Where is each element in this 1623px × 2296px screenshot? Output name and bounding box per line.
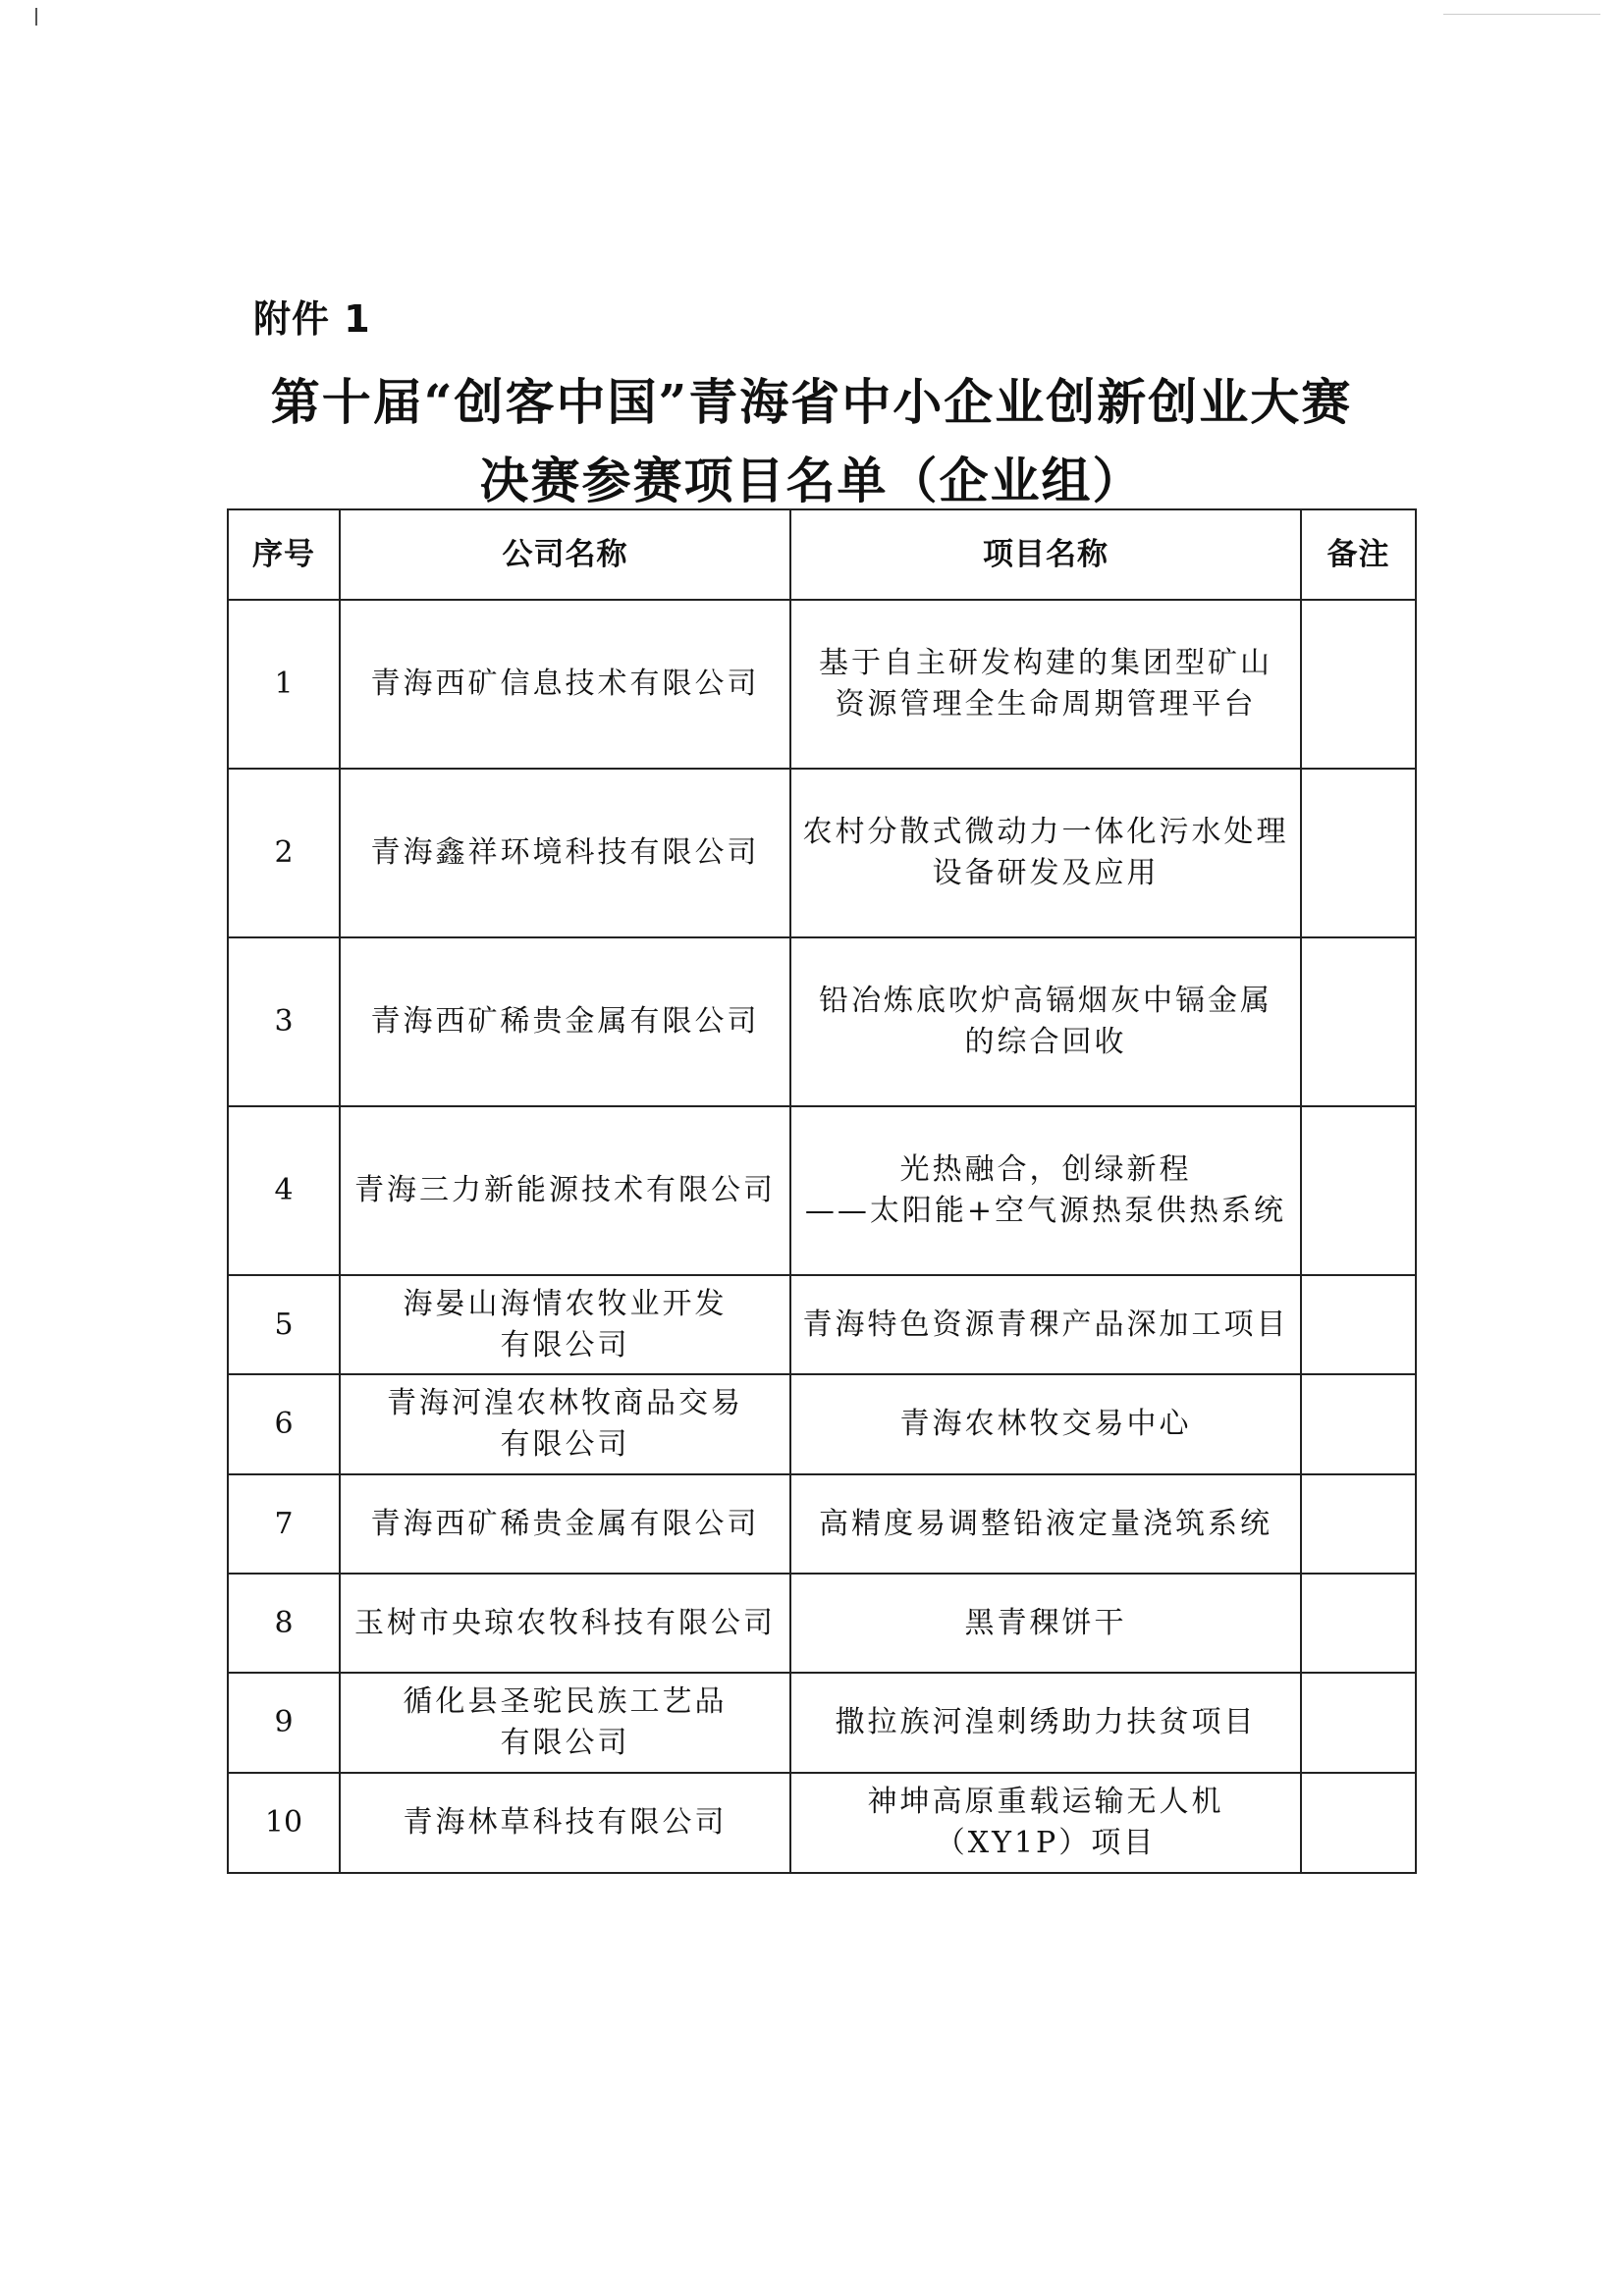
header-project: 项目名称 (790, 509, 1301, 600)
row-remark (1301, 600, 1416, 769)
scan-artifact-mark (35, 8, 37, 26)
table-row (228, 1275, 1416, 1374)
project-line: 高精度易调整铅液定量浇筑系统 (819, 1506, 1272, 1541)
row-index: 5 (228, 1275, 340, 1374)
row-company (340, 1673, 790, 1773)
row-index: 1 (228, 600, 340, 769)
company-line: 青海河湟农林牧商品交易 (387, 1386, 743, 1420)
row-project (790, 1474, 1301, 1574)
row-remark (1301, 1275, 1416, 1374)
project-line: 光热融合，创绿新程 (899, 1152, 1192, 1187)
table-row (228, 1374, 1416, 1474)
row-remark (1301, 1474, 1416, 1574)
company-line: 有限公司 (500, 1726, 630, 1760)
company-line: 青海鑫祥环境科技有限公司 (370, 835, 760, 870)
row-company (340, 1106, 790, 1275)
company-line: 有限公司 (500, 1427, 630, 1462)
row-remark (1301, 1773, 1416, 1873)
row-company (340, 1773, 790, 1873)
scan-artifact-edge (1443, 14, 1600, 15)
row-company (340, 1574, 790, 1673)
company-line: 青海西矿信息技术有限公司 (370, 667, 760, 701)
row-company (340, 769, 790, 937)
row-project (790, 1106, 1301, 1275)
project-line: 青海特色资源青稞产品深加工项目 (802, 1307, 1289, 1342)
row-company (340, 937, 790, 1106)
row-company (340, 1275, 790, 1374)
row-project (790, 1275, 1301, 1374)
company-line: 青海林草科技有限公司 (403, 1805, 728, 1840)
row-project (790, 937, 1301, 1106)
table-row (228, 769, 1416, 937)
company-line: 青海西矿稀贵金属有限公司 (370, 1004, 760, 1039)
row-company (340, 600, 790, 769)
row-project (790, 1673, 1301, 1773)
project-roster-table (227, 508, 1417, 1874)
row-remark (1301, 1106, 1416, 1275)
company-line: 有限公司 (500, 1327, 630, 1362)
company-line: 循化县圣驼民族工艺品 (403, 1684, 728, 1719)
table-row (228, 1773, 1416, 1873)
company-line: 青海西矿稀贵金属有限公司 (370, 1506, 760, 1541)
project-line: 农村分散式微动力一体化污水处理 (802, 815, 1289, 849)
row-index: 4 (228, 1106, 340, 1275)
project-line: 青海农林牧交易中心 (899, 1407, 1192, 1441)
project-line: 黑青稞饼干 (964, 1605, 1127, 1640)
header-remark: 备注 (1301, 509, 1416, 600)
row-index: 10 (228, 1773, 340, 1873)
project-line: 设备研发及应用 (932, 856, 1160, 890)
project-line: （XY1P）项目 (935, 1826, 1157, 1860)
project-line: ——太阳能+空气源热泵供热系统 (804, 1194, 1287, 1228)
row-project (790, 769, 1301, 937)
row-index: 3 (228, 937, 340, 1106)
document-title-line-2: 决赛参赛项目名单（企业组） (479, 452, 1144, 509)
project-line: 的综合回收 (964, 1025, 1127, 1059)
row-index: 8 (228, 1574, 340, 1673)
row-company (340, 1474, 790, 1574)
row-index: 6 (228, 1374, 340, 1474)
row-project (790, 600, 1301, 769)
table-header-row (228, 509, 1416, 600)
table-row (228, 1474, 1416, 1574)
table-row (228, 1106, 1416, 1275)
row-remark (1301, 1673, 1416, 1773)
project-line: 神坤高原重载运输无人机 (867, 1785, 1224, 1819)
header-company: 公司名称 (340, 509, 790, 600)
row-index: 2 (228, 769, 340, 937)
table-row (228, 600, 1416, 769)
project-line: 资源管理全生命周期管理平台 (835, 687, 1257, 721)
row-project (790, 1773, 1301, 1873)
project-line: 撒拉族河湟刺绣助力扶贫项目 (835, 1705, 1257, 1739)
table-row (228, 1673, 1416, 1773)
row-project (790, 1374, 1301, 1474)
project-line: 基于自主研发构建的集团型矿山 (819, 646, 1272, 680)
row-remark (1301, 937, 1416, 1106)
attachment-label: 附件 1 (253, 297, 371, 341)
row-remark (1301, 769, 1416, 937)
row-remark (1301, 1374, 1416, 1474)
header-index: 序号 (228, 509, 340, 600)
table-row (228, 1574, 1416, 1673)
document-title-line-1: 第十届“创客中国”青海省中小企业创新创业大赛 (270, 373, 1353, 431)
company-line: 青海三力新能源技术有限公司 (354, 1173, 776, 1207)
row-remark (1301, 1574, 1416, 1673)
project-line: 铅冶炼底吹炉高镉烟灰中镉金属 (819, 984, 1272, 1018)
company-line: 海晏山海情农牧业开发 (403, 1286, 728, 1321)
table-row (228, 937, 1416, 1106)
row-index: 9 (228, 1673, 340, 1773)
row-company (340, 1374, 790, 1474)
company-line: 玉树市央琼农牧科技有限公司 (354, 1605, 776, 1640)
row-index: 7 (228, 1474, 340, 1574)
row-project (790, 1574, 1301, 1673)
